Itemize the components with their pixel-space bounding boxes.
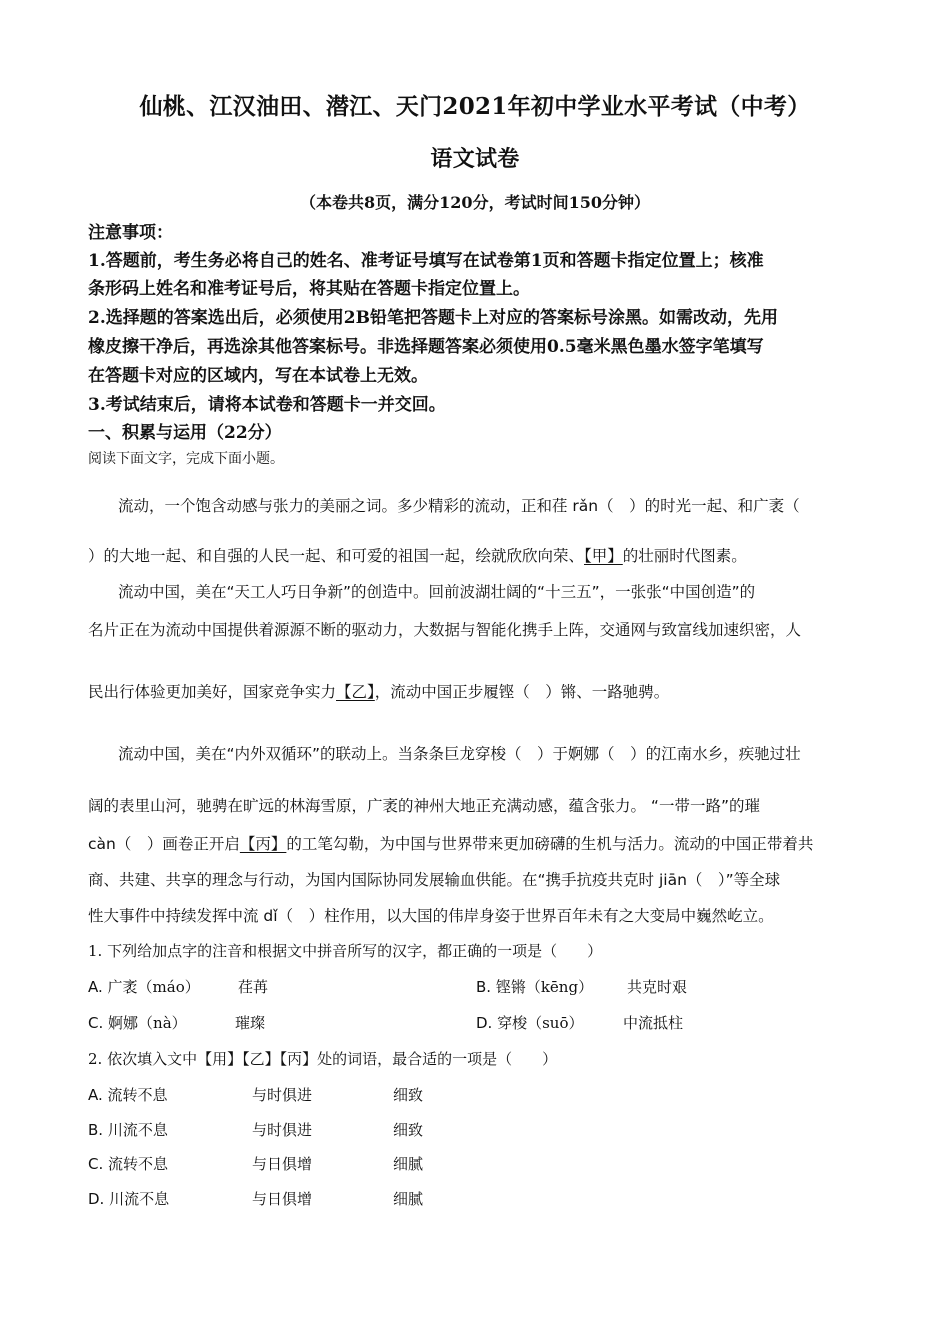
notice-line: 2.选择题的答案选出后，必须使用2B铅笔把答题卡上对应的答案标号涂黑。如需改动，先用 (88, 308, 778, 328)
notice-line: 条形码上姓名和准考证号后，将其贴在答题卡指定位置上。 (88, 279, 530, 299)
passage-line (88, 832, 813, 854)
section-instruction: 阅读下面文字，完成下面小题。 (88, 451, 284, 467)
q1-option-d-word: 中流抵柱 (623, 1014, 684, 1032)
question-1-stem: 1. 下列给加点字的注音和根据文中拼音所写的汉字，都正确的一项是（ ） (88, 942, 603, 960)
passage-line: 流动，一个饱含动感与张力的美丽之词。多少精彩的流动，正和荏 rǎn（ ）的时光一起、和广袤（ (118, 497, 800, 515)
passage-line: 流动中国，美在“内外双循环”的联动上。当条条巨龙穿梭（ ）于婀娜（ ）的江南水乡，疾驰过壮 (118, 745, 801, 763)
exam-info: （本卷共8页，满分120分，考试时间150分钟） (300, 193, 650, 212)
passage-text: càn（ ）画卷正开启 (88, 835, 240, 853)
passage-line: 名片正在为流动中国提供着源源不断的驱动力，大数据与智能化携手上阵，交通网与致富线加速织密，人 (88, 621, 802, 639)
q1-option-c-word: 璀璨 (235, 1014, 266, 1032)
q1-option-a: A. 广袤（máo） (88, 978, 200, 996)
q1-option-c: C. 婀娜（nà） (88, 1014, 187, 1032)
q2-option-c: C. 流转不息 (88, 1155, 169, 1173)
q1-option-d: D. 穿梭（suō） (476, 1014, 584, 1032)
notice-line: 橡皮擦干净后，再选涂其他答案标号。非选择题答案必须使用0.5毫米黑色墨水签字笔填写 (88, 337, 764, 357)
q2-option-b: B. 川流不息 (88, 1121, 168, 1139)
q2-option-a: A. 流转不息 (88, 1086, 168, 1104)
passage-text: ，流动中国正步履铿（ ）锵、一路驰骋。 (374, 683, 670, 701)
q2-option-a-second: 与时俱进 (252, 1086, 313, 1104)
q2-option-c-second: 与日俱增 (252, 1155, 313, 1173)
section-heading: 一、积累与运用（22分） (88, 423, 282, 443)
passage-line: 阔的表里山河，驰骋在旷远的林海雪原，广袤的神州大地正充满动感，蕴含张力。 “一带一路”的璀 (88, 797, 760, 815)
q2-option-b-second: 与时俱进 (252, 1121, 313, 1139)
q1-option-b: B. 铿锵（kēng） (476, 978, 594, 996)
passage-line: 性大事件中持续发挥中流 dǐ（ ）柱作用，以大国的伟岸身姿于世界百年未有之大变局中巍然屹立。 (88, 907, 774, 925)
q2-option-d-third: 细腻 (393, 1190, 424, 1208)
q2-option-c-third: 细腻 (393, 1155, 424, 1173)
q2-option-b-third: 细致 (393, 1121, 424, 1139)
q2-option-d-second: 与日俱增 (252, 1190, 313, 1208)
q2-option-a-third: 细致 (393, 1086, 424, 1104)
passage-text: 的壮丽时代图素。 (622, 547, 747, 565)
passage-line (88, 680, 669, 702)
q2-option-d: D. 川流不息 (88, 1190, 170, 1208)
exam-subject: 语文试卷 (430, 146, 520, 172)
blank-yi: 【乙】 (336, 683, 375, 701)
passage-text: 的工笔勾勒，为中国与世界带来更加磅礴的生机与活力。流动的中国正带着共 (286, 835, 814, 853)
q1-option-b-word: 共克时艰 (627, 978, 688, 996)
passage-line (88, 544, 747, 566)
passage-line: 流动中国，美在“天工人巧日争新”的创造中。回前波湖壮阔的“十三五”，一张张“中国创造”的 (118, 583, 756, 601)
question-2-stem: 2. 依次填入文中【用】【乙】【丙】处的词语，最合适的一项是（ ） (88, 1050, 558, 1068)
notice-heading: 注意事项： (88, 223, 173, 243)
passage-text: 民出行体验更加美好，国家竞争实力 (88, 683, 337, 701)
notice-line: 3.考试结束后，请将本试卷和答题卡一并交回。 (88, 395, 446, 415)
notice-line: 1.答题前，考生务必将自己的姓名、准考证号填写在试卷第1页和答题卡指定位置上；核准 (88, 251, 764, 271)
blank-jia: 【甲】 (584, 547, 623, 565)
q1-option-a-word: 荏苒 (238, 978, 269, 996)
passage-line: 商、共建、共享的理念与行动，为国内国际协同发展输血供能。在“携手抗疫共克时 jiān（ ）”等全球 (88, 871, 781, 889)
blank-bing: 【丙】 (239, 835, 287, 853)
exam-title: 仙桃、江汉油田、潜江、天门2021年初中学业水平考试（中考） (139, 93, 811, 120)
passage-text: ）的大地一起、和自强的人民一起、和可爱的祖国一起，绘就欣欣向荣、 (88, 547, 585, 565)
notice-line: 在答题卡对应的区域内，写在本试卷上无效。 (88, 366, 428, 386)
